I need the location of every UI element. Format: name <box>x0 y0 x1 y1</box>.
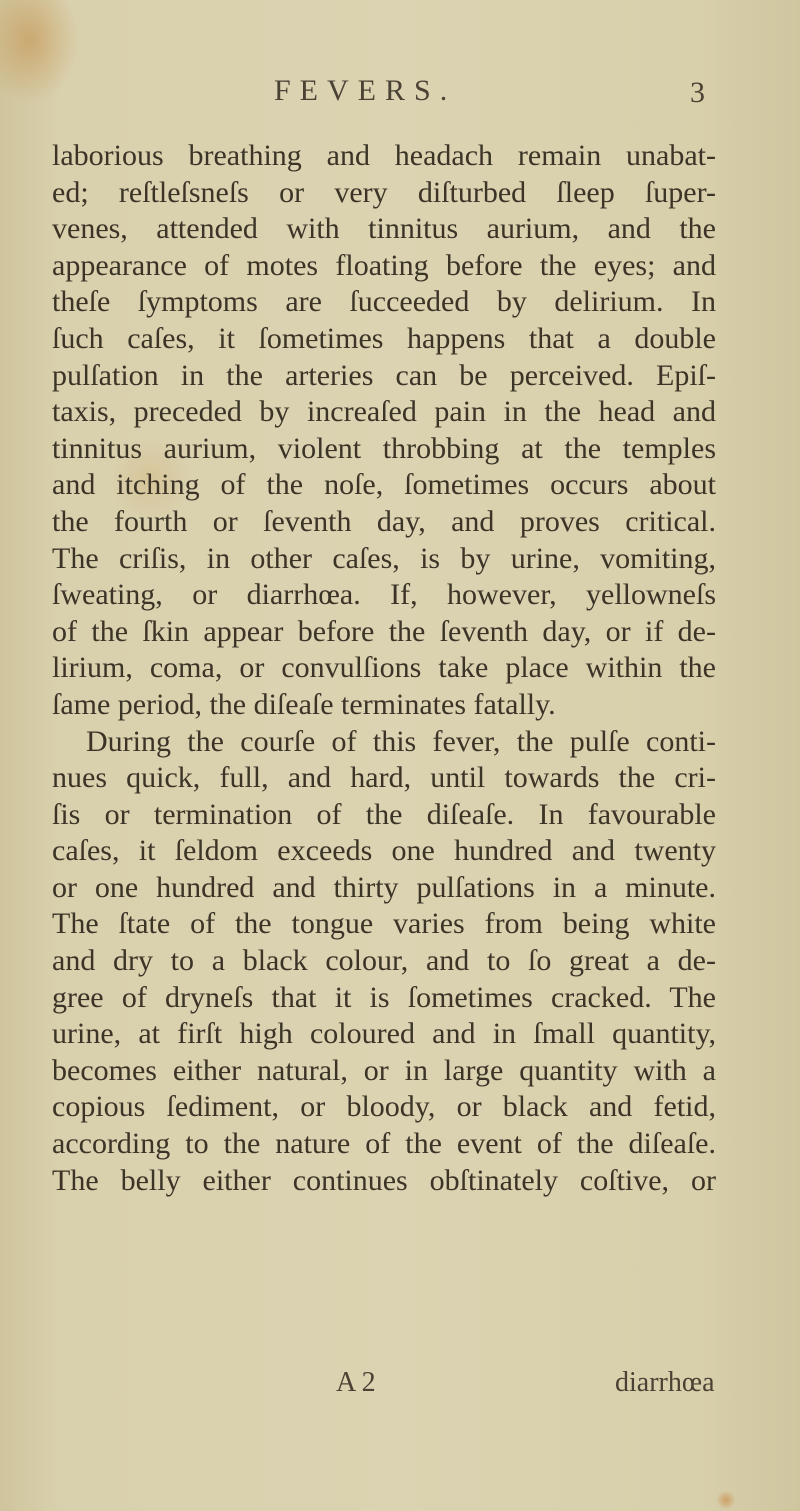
body-text <box>52 138 716 1199</box>
paragraph-start-line: During the courſe of this fever, the pulſe conti- <box>86 724 716 758</box>
text-line: nues quick, full, and hard, until towards the cri- <box>52 761 716 795</box>
catchword: diarrhœa <box>615 1367 715 1398</box>
page-number: 3 <box>690 76 705 109</box>
text-line: ſuch caſes, it ſometimes happens that a double <box>52 321 716 355</box>
running-head <box>0 74 800 114</box>
text-line: of the ſkin appear before the ſeventh day, or if de- <box>52 614 716 648</box>
text-line: urine, at firſt high coloured and in ſmall quantity, <box>52 1017 716 1051</box>
text-line: The belly either continues obſtinately coſtive, or <box>52 1163 716 1197</box>
text-line: The ſtate of the tongue varies from being white <box>52 907 716 941</box>
signature-mark: A 2 <box>336 1367 376 1398</box>
text-line: ſame period, the diſeaſe terminates fatally. <box>52 687 556 721</box>
text-line: gree of dryneſs that it is ſometimes cracked. The <box>52 980 716 1014</box>
page-footer <box>0 1367 800 1407</box>
running-title: FEVERS. <box>274 74 457 107</box>
text-line: or one hundred and thirty pulſations in a minute. <box>52 870 716 904</box>
text-line: caſes, it ſeldom exceeds one hundred and twenty <box>52 834 716 868</box>
text-line: appearance of motes floating before the eyes; and <box>52 248 716 282</box>
text-line: tinnitus aurium, violent throbbing at the temples <box>52 431 716 465</box>
text-line: becomes either natural, or in large quantity with a <box>52 1053 716 1087</box>
text-line: and itching of the noſe, ſometimes occurs about <box>52 468 716 502</box>
text-line: ed; reſtleſsneſs or very diſturbed ſleep ſuper- <box>52 175 716 209</box>
text-line: ſweating, or diarrhœa. If, however, yellowneſs <box>52 578 716 612</box>
text-line: according to the nature of the event of the diſeaſe. <box>52 1127 716 1161</box>
text-line: the fourth or ſeventh day, and proves critical. <box>52 504 716 538</box>
text-line: laborious breathing and headach remain unabat- <box>52 139 716 172</box>
text-line: pulſation in the arteries can be perceived. Epiſ- <box>52 358 716 392</box>
text-line: The criſis, in other caſes, is by urine, vomiting, <box>52 541 716 575</box>
text-line: copious ſediment, or bloody, or black and fetid, <box>52 1090 716 1124</box>
text-line: ſis or termination of the diſeaſe. In favourable <box>52 797 716 831</box>
text-line: venes, attended with tinnitus aurium, and the <box>52 212 716 246</box>
text-line: taxis, preceded by increaſed pain in the head and <box>52 395 716 429</box>
text-line: lirium, coma, or convulſions take place within the <box>52 651 716 685</box>
text-line: theſe ſymptoms are ſucceeded by delirium. In <box>52 285 716 319</box>
text-line: and dry to a black colour, and to ſo great a de- <box>52 944 716 978</box>
